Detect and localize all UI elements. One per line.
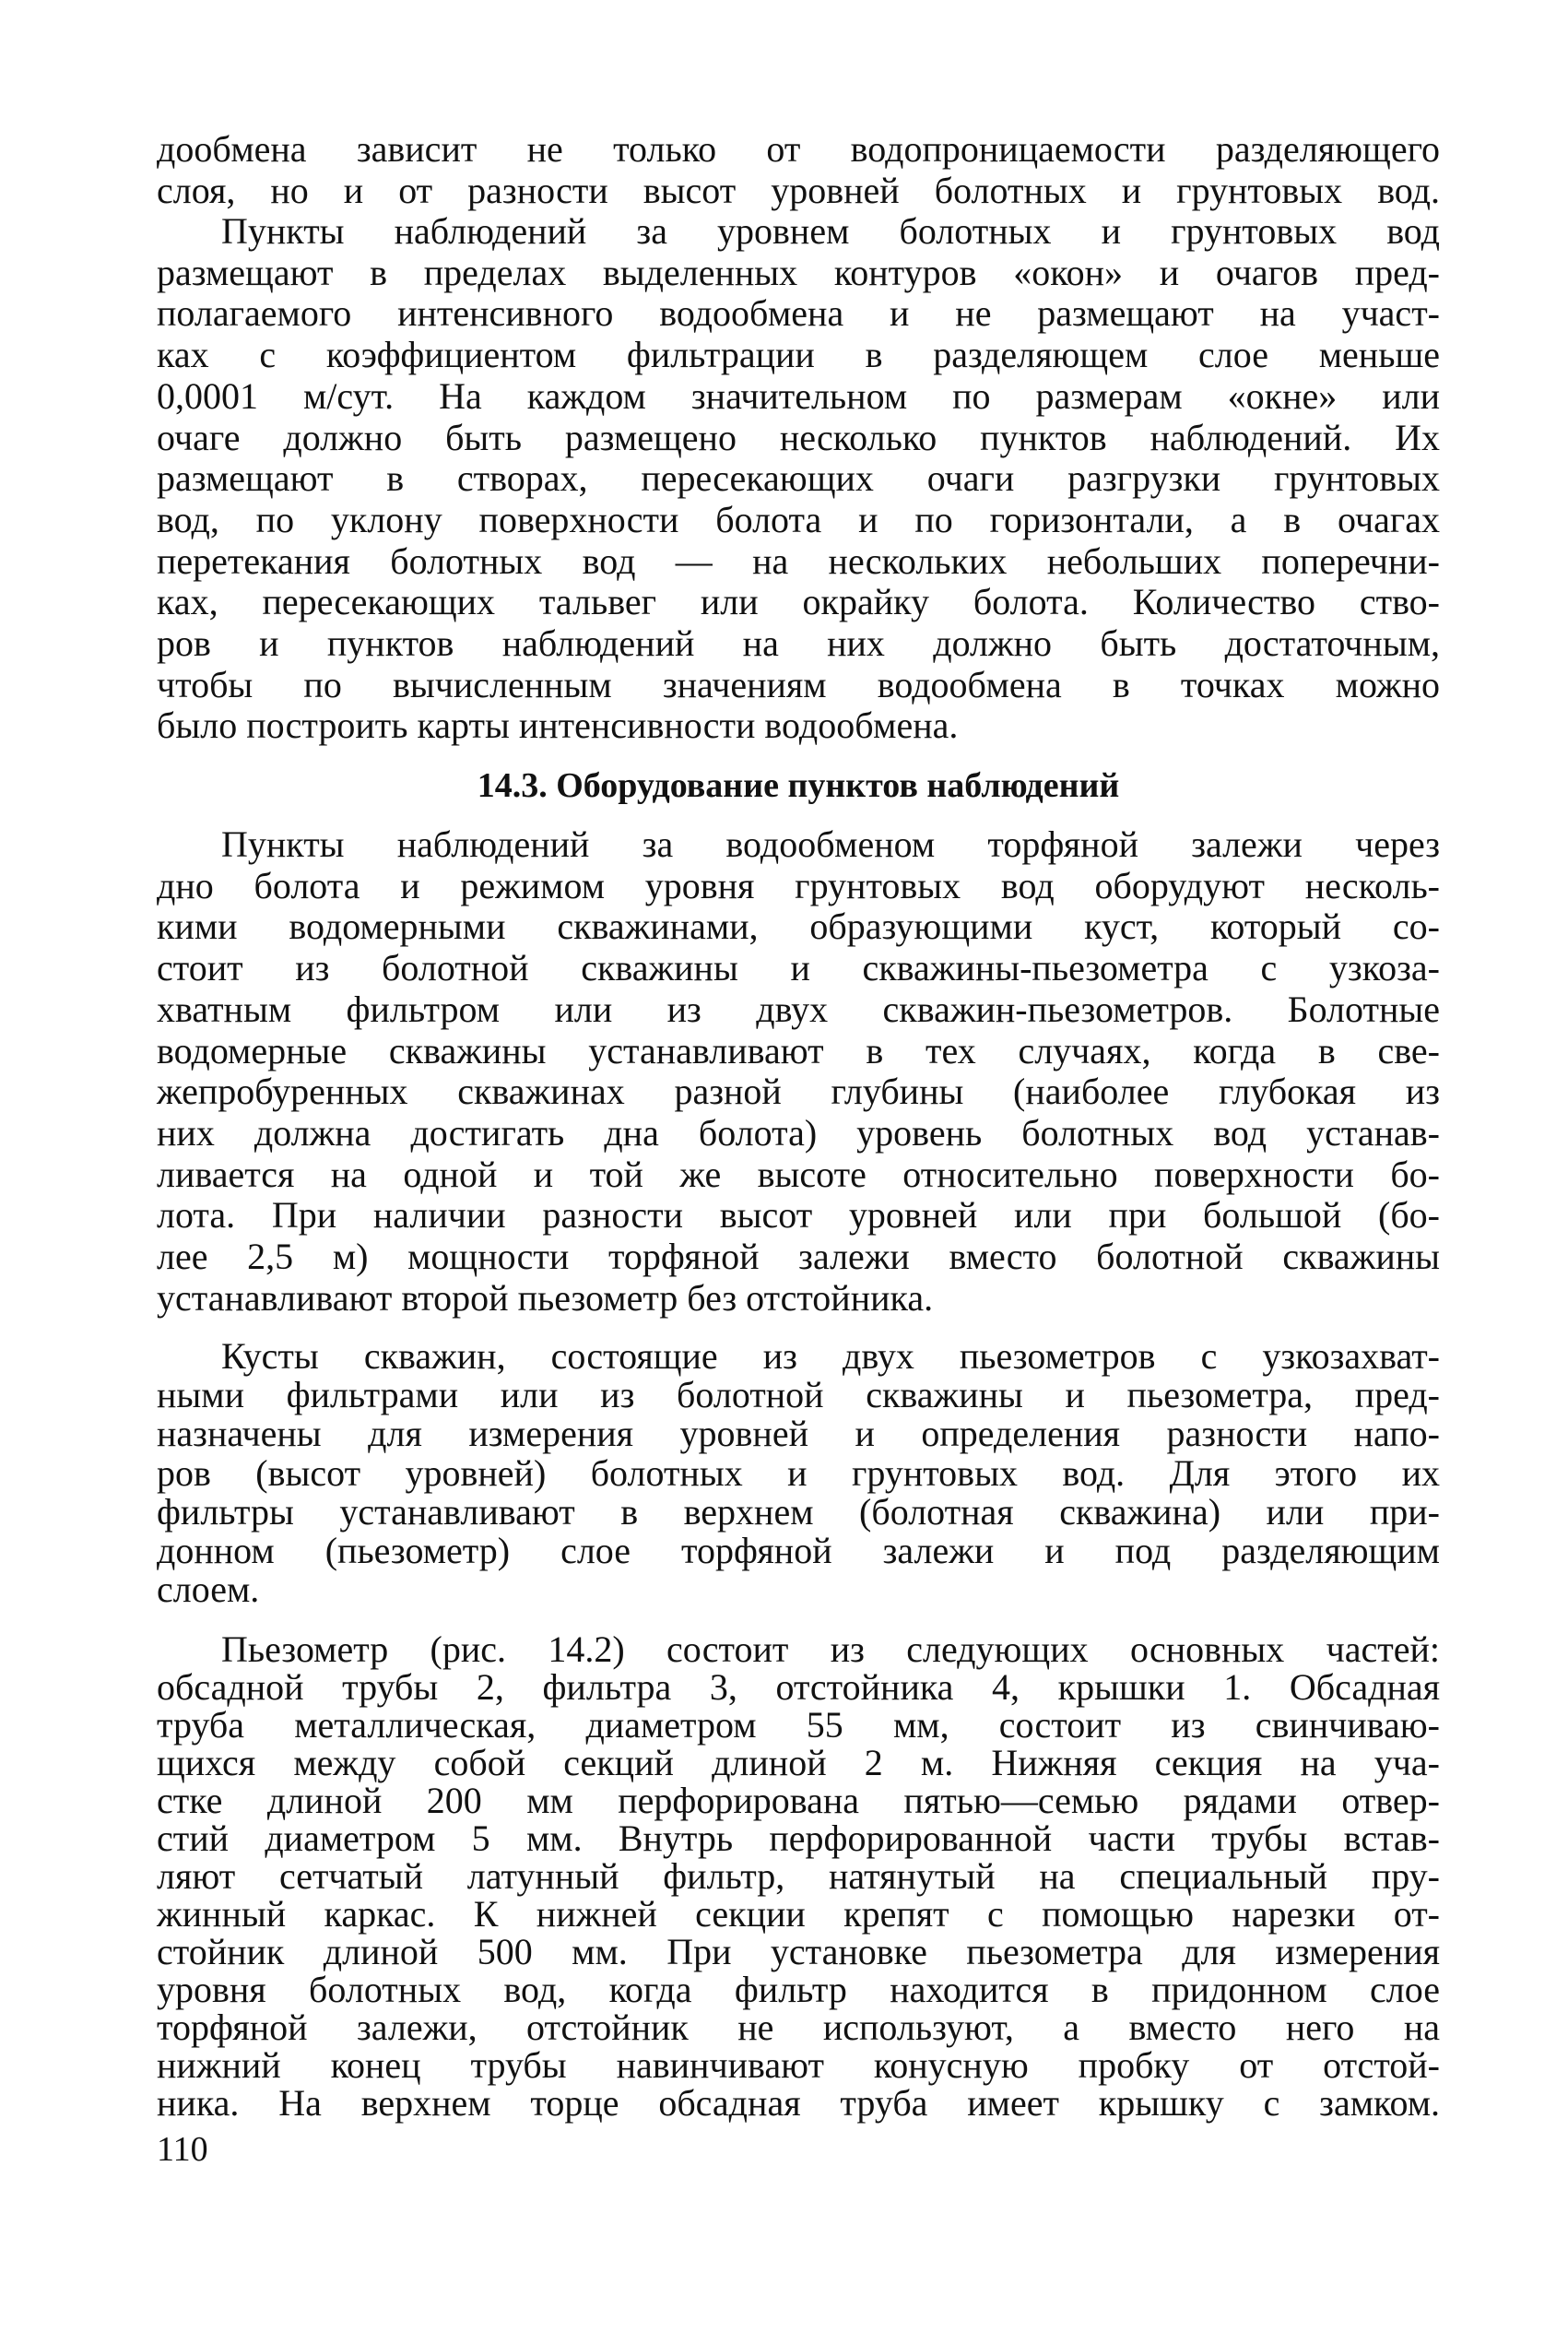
text-line: кими водомерными скважинами, образующими куст, который со- xyxy=(157,906,1440,948)
paragraph xyxy=(157,1630,1440,2122)
paragraph xyxy=(157,1337,1440,1609)
text-line: было построить карты интенсивности водообмена. xyxy=(157,704,959,747)
text-line: хватным фильтром или из двух скважин-пьезометров. Болотные xyxy=(157,988,1440,1030)
text-line: уровня болотных вод, когда фильтр находится в придонном слое xyxy=(157,1969,1440,2010)
text-line: размещают в пределах выделенных контуров «окон» и очагов пред- xyxy=(157,251,1440,293)
text-line: ров и пунктов наблюдений на них должно быть достаточным, xyxy=(157,622,1440,665)
text-line: щихся между собой секций длиной 2 м. Нижняя секция на уча- xyxy=(157,1742,1440,1783)
text-line: назначены для измерения уровней и определения разности напо- xyxy=(157,1413,1440,1455)
text-line: жепробуренных скважинах разной глубины (наиболее глубокая из xyxy=(157,1071,1440,1113)
text-line: ках с коэффициентом фильтрации в разделяющем слое меньше xyxy=(157,334,1440,376)
paragraph xyxy=(157,824,1440,1319)
text-line: ливается на одной и той же высоте относительно поверхности бо- xyxy=(157,1153,1440,1195)
text-line: ными фильтрами или из болотной скважины и пьезометра, пред- xyxy=(157,1374,1440,1416)
text-line: ника. На верхнем торце обсадная труба имеет крышку с замком. xyxy=(157,2082,1440,2124)
paragraph xyxy=(157,129,1440,211)
text-line: фильтры устанавливают в верхнем (болотная скважина) или при- xyxy=(157,1490,1440,1533)
text-line: размещают в створах, пересекающих очаги разгрузки грунтовых xyxy=(157,457,1440,500)
text-line: стий диаметром 5 мм. Внутрь перфорированной части трубы встав- xyxy=(157,1817,1440,1859)
text-line: дообмена зависит не только от водопроницаемости разделяющего xyxy=(157,128,1440,170)
text-line: слоем. xyxy=(157,1568,260,1611)
text-line: Пьезометр (рис. 14.2) состоит из следующих основных частей: xyxy=(221,1628,1440,1670)
text-line: вод, по уклону поверхности болота и по горизонтали, а в очагах xyxy=(157,498,1440,540)
text-line: устанавливают второй пьезометр без отстойника. xyxy=(157,1276,934,1319)
text-line: дно болота и режимом уровня грунтовых вод оборудуют несколь- xyxy=(157,864,1440,906)
text-line: 0,0001 м/сут. На каждом значительном по размерам «окне» или xyxy=(157,374,1440,417)
text-line: торфяной залежи, отстойник не используют, а вместо него на xyxy=(157,2006,1440,2048)
text-line: ках, пересекающих тальвег или окрайку болота. Количество ство- xyxy=(157,581,1440,623)
text-line: очаге должно быть размещено несколько пунктов наблюдений. Их xyxy=(157,416,1440,458)
text-line: чтобы по вычисленным значениям водообмена в точках можно xyxy=(157,663,1440,705)
section-heading: 14.3. Оборудование пунктов наблюдений xyxy=(477,766,1120,805)
text-line: донном (пьезометр) слое торфяной залежи и под разделяющим xyxy=(157,1530,1440,1572)
text-line: них должна достигать дна болота) уровень болотных вод устанав- xyxy=(157,1111,1440,1154)
text-line: стойник длиной 500 мм. При установке пьезометра для измерения xyxy=(157,1931,1440,1972)
text-line: слоя, но и от разности высот уровней болотных и грунтовых вод. xyxy=(157,169,1440,211)
text-line: полагаемого интенсивного водообмена и не размещают на участ- xyxy=(157,292,1440,335)
text-line: Пункты наблюдений за уровнем болотных и грунтовых вод xyxy=(221,210,1440,252)
text-line: обсадной трубы 2, фильтра 3, отстойника 4, крышки 1. Обсадная xyxy=(157,1666,1440,1708)
page-number: 110 xyxy=(157,2130,208,2169)
text-line: стоит из болотной скважины и скважины-пьезометра с узкоза- xyxy=(157,947,1440,989)
text-line: ляют сетчатый латунный фильтр, натянутый на специальный пру- xyxy=(157,1855,1440,1897)
text-line: лее 2,5 м) мощности торфяной залежи вместо болотной скважины xyxy=(157,1236,1440,1278)
paragraph xyxy=(157,211,1440,747)
text-line: труба металлическая, диаметром 55 мм, состоит из свинчиваю- xyxy=(157,1704,1440,1746)
text-line: Пункты наблюдений за водообменом торфяной залежи через xyxy=(221,823,1440,865)
text-line: водомерные скважины устанавливают в тех случаях, когда в све- xyxy=(157,1029,1440,1071)
text-line: лота. При наличии разности высот уровней или при большой (бо- xyxy=(157,1194,1440,1237)
text-line: ров (высот уровней) болотных и грунтовых вод. Для этого их xyxy=(157,1451,1440,1494)
text-line: нижний конец трубы навинчивают конусную пробку от отстой- xyxy=(157,2044,1440,2086)
text-line: жинный каркас. К нижней секции крепят с помощью нарезки от- xyxy=(157,1893,1440,1935)
text-line: перетекания болотных вод — на нескольких небольших поперечни- xyxy=(157,539,1440,582)
text-line: Кусты скважин, состоящие из двух пьезометров с узкозахват- xyxy=(221,1335,1440,1377)
text-line: стке длиной 200 мм перфорирована пятью—семью рядами отвер- xyxy=(157,1780,1440,1821)
